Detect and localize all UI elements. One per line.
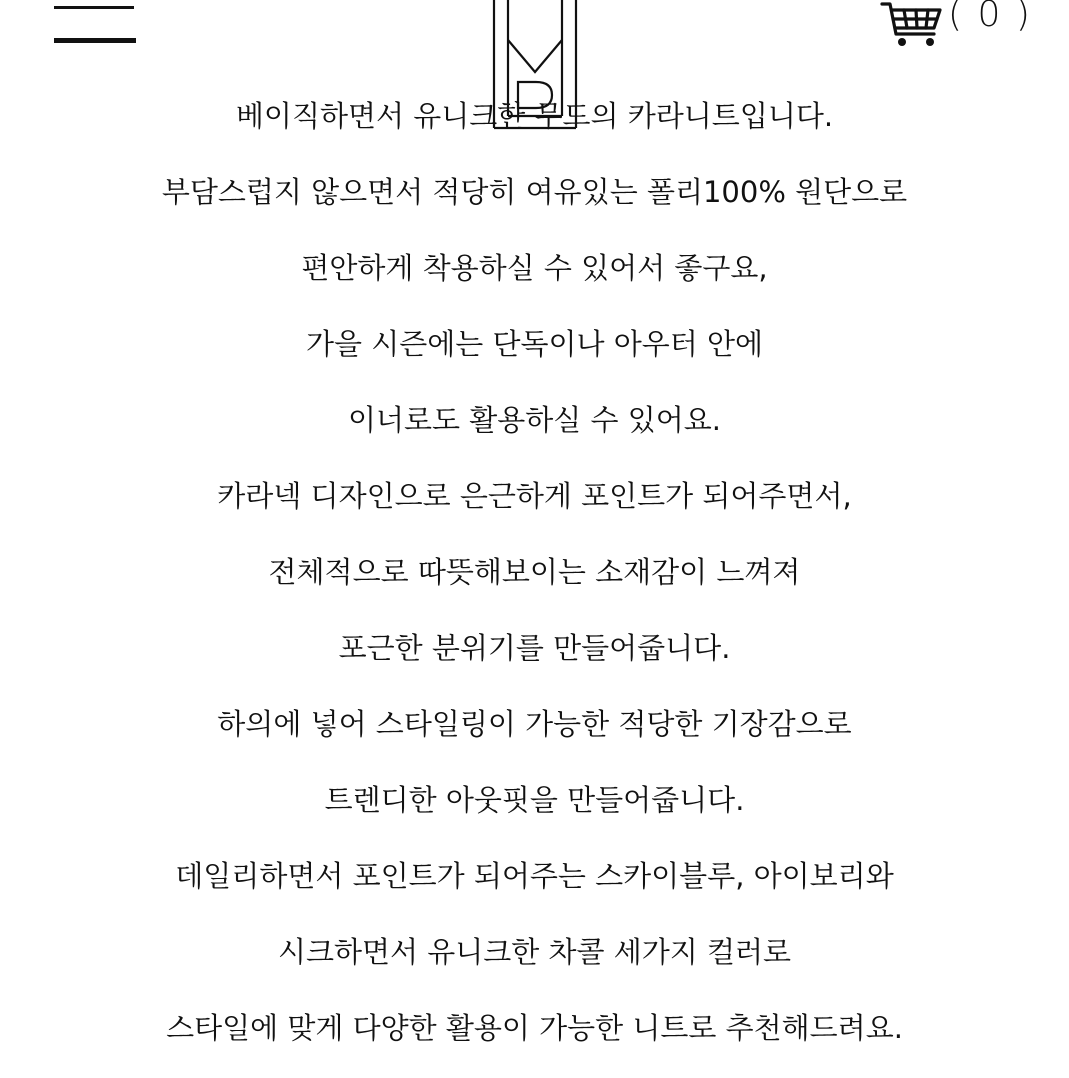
description-line: 베이직하면서 유니크한 무드의 카라니트입니다.: [235, 99, 834, 133]
description-line: 전체적으로 따뜻해보이는 소재감이 느껴져: [268, 555, 801, 589]
description-line: 카라넥 디자인으로 은근하게 포인트가 되어주면서,: [217, 479, 852, 513]
description-line: 데일리하면서 포인트가 되어주는 스카이블루, 아이보리와: [175, 859, 894, 893]
description-line: 편안하게 착용하실 수 있어서 좋구요,: [301, 251, 768, 285]
description-line: 트렌디한 아웃핏을 만들어줍니다.: [324, 783, 745, 817]
menu-icon-line-bottom: [54, 38, 136, 43]
description-line: 이너로도 활용하실 수 있어요.: [347, 403, 722, 437]
cart-count: ( 0 ): [948, 0, 1032, 35]
description-line: 부담스럽지 않으면서 적당히 여유있는 폴리100% 원단으로: [161, 175, 908, 209]
menu-button[interactable]: [52, 0, 138, 50]
description-line: 시크하면서 유니크한 차콜 세가지 컬러로: [277, 935, 792, 969]
description-line: 가을 시즌에는 단독이나 아우터 안에: [305, 327, 764, 361]
menu-icon-line-top: [54, 6, 134, 9]
description-line: 하의에 넣어 스타일링이 가능한 적당한 기장감으로: [217, 707, 852, 741]
description-line: 포근한 분위기를 만들어줍니다.: [338, 631, 731, 665]
description-line: 스타일에 맞게 다양한 활용이 가능한 니트로 추천해드려요.: [166, 1011, 903, 1045]
product-description: [0, 90, 1069, 1078]
shopping-cart-icon: [880, 0, 942, 48]
cart-button[interactable]: [876, 0, 1032, 52]
